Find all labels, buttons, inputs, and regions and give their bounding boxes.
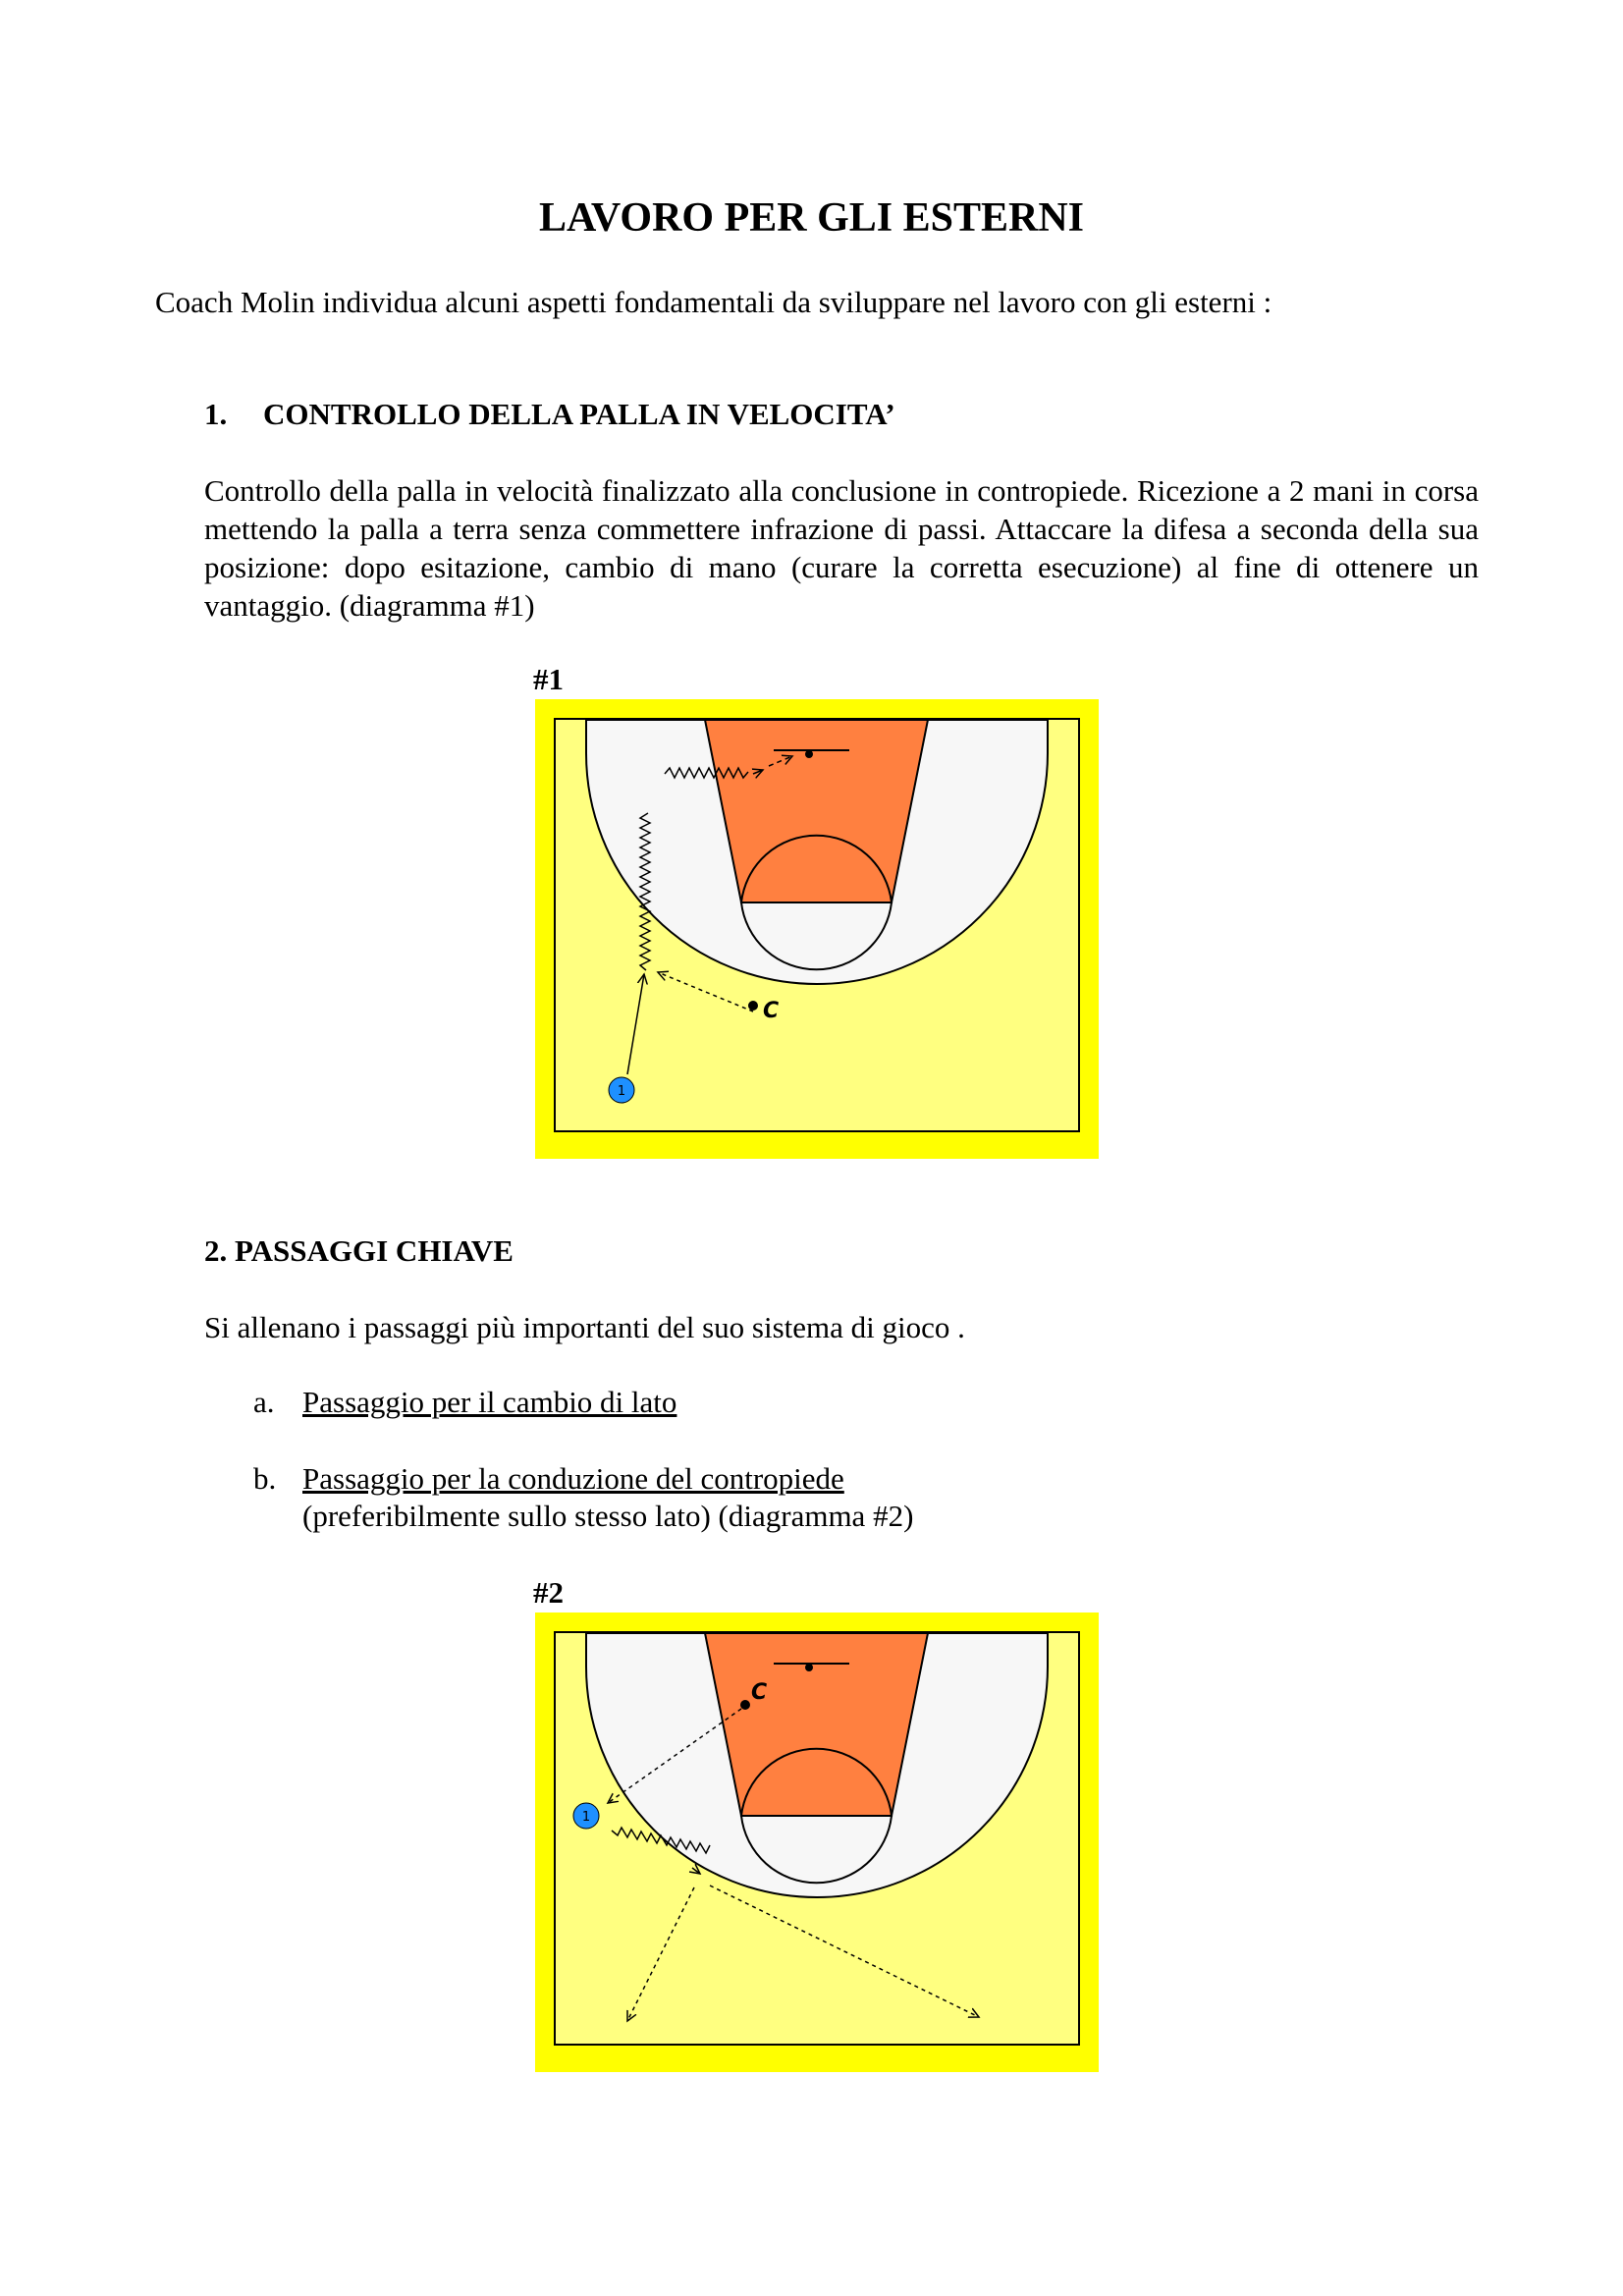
- intro-text: Coach Molin individua alcuni aspetti fondamentali da sviluppare nel lavoro con gli esterni :: [155, 285, 1272, 319]
- coach-label: C: [751, 1680, 768, 1705]
- list-item-a-marker: a.: [253, 1385, 275, 1419]
- list-item-a-text: Passaggio per il cambio di lato: [302, 1385, 677, 1419]
- basket-dot: [805, 1664, 813, 1671]
- list-item-b-text: Passaggio per la conduzione del contropiede: [302, 1461, 844, 1496]
- diagram-2-label: #2: [533, 1575, 564, 1610]
- section-1-number: 1.: [204, 397, 228, 431]
- list-item-b-marker: b.: [253, 1461, 277, 1496]
- player-1-label: 1: [581, 1810, 591, 1825]
- diagram-2-court: [535, 1613, 1099, 2072]
- section-2-heading: 2. PASSAGGI CHIAVE: [204, 1233, 514, 1268]
- diagram-1-court: [535, 699, 1099, 1159]
- coach-label: C: [763, 999, 780, 1023]
- coach-dot: [748, 1001, 758, 1011]
- list-item-b-subtext: (preferibilmente sullo stesso lato) (diagramma #2): [302, 1499, 914, 1533]
- section-1-heading: CONTROLLO DELLA PALLA IN VELOCITA’: [263, 397, 895, 431]
- coach-dot: [740, 1700, 750, 1710]
- section-1-paragraph: Controllo della palla in velocità finalizzato alla conclusione in contropiede. Ricezione a 2 mani in corsa mettendo la palla a terra senza commettere infrazione di passi. Attaccare la difesa a seconda della sua posizione: dopo esitazione, cambio di mano (curare la corretta esecuzione) al fine di ottenere un vantaggio. (diagramma #1): [204, 473, 1479, 623]
- page-title: LAVORO PER GLI ESTERNI: [538, 195, 1085, 241]
- section-2-paragraph: Si allenano i passaggi più importanti del suo sistema di gioco .: [204, 1310, 965, 1344]
- diagram-1-label: #1: [533, 662, 564, 696]
- player-1-label: 1: [617, 1084, 626, 1099]
- basket-dot: [805, 750, 813, 758]
